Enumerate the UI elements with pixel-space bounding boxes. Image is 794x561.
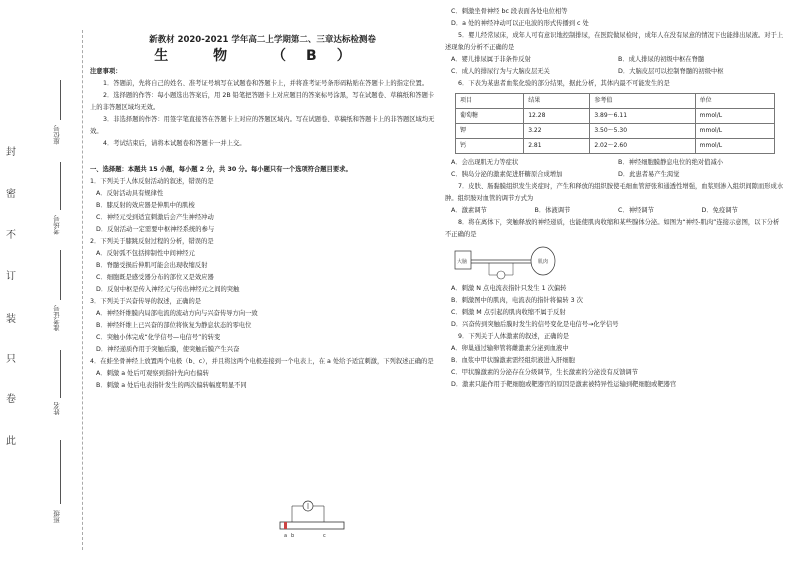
- option-row: [451, 169, 785, 181]
- notes-heading: 注意事项：: [90, 68, 122, 75]
- label-b: b: [291, 533, 295, 539]
- field-class: 班级: [53, 510, 61, 523]
- table-header: 结果: [524, 94, 590, 109]
- neuromuscular-figure-slot: [445, 241, 785, 283]
- table-cell: 钾: [456, 124, 524, 139]
- option: C．神经元受到适宜刺激后会产生神经冲动: [96, 214, 214, 221]
- field-seat-number: 座位号: [53, 125, 61, 145]
- field-admission-number: 准考证号: [53, 305, 61, 331]
- option: B．神经细胞膜静息电位的绝对值减小: [618, 159, 724, 166]
- table-cell: 葡萄糖: [456, 109, 524, 124]
- question-stem: 5．婴儿经常尿床，成年人可有意识地控制排尿，在医院做尿检时，成年人在没有尿意的情况下也能排出尿液。对于上述现象的分析不正确的是: [445, 32, 784, 51]
- table-cell: 3.50～5.30: [590, 124, 695, 139]
- galvanometer-icon: [497, 271, 505, 279]
- option: D．反射活动一定需要中枢神经系统的参与: [96, 226, 215, 233]
- table-header: 参考值: [590, 94, 695, 109]
- table-header-row: [456, 94, 775, 109]
- option: B．体液调节: [534, 207, 571, 214]
- table-row: [456, 124, 775, 139]
- option-row: [451, 205, 785, 217]
- option: C．突触小体完成“化学信号—电信号”的转变: [96, 334, 221, 341]
- seal-char: 订: [6, 271, 16, 282]
- binding-margin: [0, 0, 82, 561]
- option: C．细胞既是感受器分布的部位又是效应器: [96, 274, 214, 281]
- option: B．膝反射的效应器是伸肌中的肌梭: [96, 202, 195, 209]
- question-stem: 1．下列关于人体反射活动的叙述，错误的是: [90, 178, 214, 185]
- table-cell: mmol/L: [695, 109, 774, 124]
- table-cell: 3.89～6.11: [590, 109, 695, 124]
- field-line: [60, 250, 61, 300]
- option: D．免疫调节: [701, 207, 738, 214]
- table-cell: 钙: [456, 139, 524, 154]
- note-item: 4．考试结束后，请将本试题卷和答题卡一并上交。: [103, 140, 246, 147]
- field-line: [60, 80, 61, 120]
- option-row: [451, 54, 785, 66]
- option: C．甲状腺激素的分泌存在分级调节，生长激素的分泌没有反馈调节: [451, 369, 639, 376]
- label-c: c: [323, 533, 326, 539]
- option: B．脊髓受损后伸肌可能会出现收缩反射: [96, 262, 208, 269]
- question-stem: 7．皮肤、肠黏膜组织发生炎症时，产生和释放的组织胺使毛细血管舒张和通透性增强，血浆则渗入组织间隙而形成水肿。组织胺对血管的调节方式为: [445, 183, 784, 202]
- option: D．此患者易产生渴觉: [618, 171, 680, 178]
- option-row: [451, 157, 785, 169]
- nerve-fiber: [280, 522, 344, 529]
- question-stem: 4．在蛙坐骨神经上放置两个电极（b、c），并且将这两个电极连接到一个电表上，在 a 处给予适宜刺激，下列叙述正确的是: [90, 358, 434, 365]
- option: A．婴儿排尿属于非条件反射: [451, 56, 531, 63]
- question-stem: 6．下表为某患者血浆化验的部分结果，据此分析，其体内最不可能发生的是: [458, 80, 670, 87]
- lab-results-table: [455, 93, 775, 154]
- question-stem: 8．将在离体下，突触释放的神经递质，也能使肌肉收缩和某些腺体分泌。如图为“神经-肌肉”连接示意图，以下分析不正确的是: [445, 219, 780, 238]
- option: A．会出现肌无力等症状: [451, 159, 519, 166]
- option: A．激素调节: [451, 207, 487, 214]
- question-stem: 9．下列关于人体激素的叙述，正确的是: [458, 333, 570, 340]
- option: C．刺激坐骨神经 bc 段表面各处电位相等: [451, 8, 568, 15]
- table-cell: mmol/L: [695, 139, 774, 154]
- table-cell: 2.81: [524, 139, 590, 154]
- option: C．神经调节: [618, 207, 654, 214]
- question-stem: 2．下列关于膝跳反射过程的分析，错误的是: [90, 238, 214, 245]
- option: D．兴奋传到突触后膜时发生的信号变化是电信号→化学信号: [451, 321, 619, 328]
- brain-label: 大脑: [457, 259, 468, 265]
- field-line: [60, 350, 61, 398]
- option: A．刺激 N 点电流表指针只发生 1 次偏转: [451, 285, 567, 292]
- seal-char: 封: [6, 147, 16, 158]
- nerve-electrode-figure: [278, 498, 348, 540]
- label-a: a: [284, 533, 288, 539]
- stimulus-point: [284, 522, 287, 529]
- seal-char: 装: [6, 314, 16, 325]
- option: D．a 处的神经冲动可以正电波的形式传播到 c 处: [451, 20, 589, 27]
- option: D．神经递质作用于突触后膜，使突触后膜产生兴奋: [96, 346, 240, 353]
- option: C．胰岛分泌的激素促进肝糖原合成增加: [451, 171, 563, 178]
- note-item: 1．答题前，先将自己的姓名、准考证号填写在试题卷和答题卡上，并将准考证号条形码粘贴在答题卡上的指定位置。: [103, 80, 429, 87]
- option: A．刺激 a 处后可观察到指针先向右偏转: [96, 370, 209, 377]
- seal-char: 只: [6, 354, 16, 365]
- table-row: [456, 139, 775, 154]
- field-exam-room: 考场号: [53, 215, 61, 235]
- table-cell: 2.02～2.60: [590, 139, 695, 154]
- table-row: [456, 109, 775, 124]
- option: D．激素只能作用于靶细胞或靶器官的原因是激素被特异性运输到靶细胞或靶器官: [451, 381, 677, 388]
- field-line: [60, 440, 61, 504]
- question-stem: 3．下列关于兴奋传导的叙述，正确的是: [90, 298, 202, 305]
- section1-heading: 一、选择题：本题共 15 小题，每小题 2 分，共 30 分。每小题只有一个选项符合题目要求。: [90, 166, 352, 173]
- option: B．刺激图中的肌肉，电流表的指针将偏转 3 次: [451, 297, 583, 304]
- option: A．反射活动具有规律性: [96, 190, 164, 197]
- option: C．成人的排尿行为与大脑皮层无关: [451, 68, 550, 75]
- option: D．大脑皮层可以控制脊髓的初级中枢: [618, 68, 724, 75]
- note-item: 3．非选择题的作答：用签字笔直接答在答题卡上对应的答题区域内。写在试题卷、草稿纸和答题卡上的非答题区域均无效。: [90, 116, 435, 135]
- seal-char: 此: [6, 436, 16, 447]
- table-cell: 3.22: [524, 124, 590, 139]
- option: A．神经纤维膜内局部电流的流动方向与兴奋传导方向一致: [96, 310, 258, 317]
- right-column: [445, 6, 785, 391]
- option: B．刺激 a 处后电表指针发生的两次偏转幅度明显不同: [96, 382, 247, 389]
- field-line: [60, 162, 61, 210]
- muscle-label: 肌肉: [538, 259, 549, 265]
- table-header: 单位: [695, 94, 774, 109]
- seal-char: 卷: [6, 394, 16, 405]
- option: A．反射弧不包括抑制性中间神经元: [96, 250, 195, 257]
- left-column: [90, 34, 435, 392]
- option: B．血浆中甲状腺激素需经组织液进入肝细胞: [451, 357, 575, 364]
- option: B．成人排尿的初级中枢在脊髓: [618, 56, 705, 63]
- neuromuscular-figure: [453, 243, 563, 283]
- doc-title: 新教材 2020-2021 学年高二上学期第二、三章达标检测卷: [149, 35, 376, 45]
- table-cell: 12.28: [524, 109, 590, 124]
- binding-dashed-line: [82, 30, 83, 550]
- option: A．卵巢通过输卵管将雌激素分泌到血液中: [451, 345, 569, 352]
- note-item: 2．选择题的作答：每小题选出答案后，用 2B 铅笔把答题卡上对应题目的答案标号涂黑，写在试题卷、草稿纸和答题卡上的非答题区域均无效。: [90, 92, 435, 111]
- field-name: 姓名: [53, 402, 61, 415]
- doc-subject: 生 物 （B）: [154, 48, 371, 64]
- table-header: 项目: [456, 94, 524, 109]
- seal-char: 不: [6, 230, 16, 241]
- option: C．刺激 M 点引起的肌肉收缩不属于反射: [451, 309, 566, 316]
- table-cell: mmol/L: [695, 124, 774, 139]
- option: B．神经纤维上已兴奋的部位将恢复为静息状态的零电位: [96, 322, 252, 329]
- option-row: [451, 66, 785, 78]
- option: D．反射中枢是传入神经元与传出神经元之间的突触: [96, 286, 240, 293]
- seal-char: 密: [6, 189, 16, 200]
